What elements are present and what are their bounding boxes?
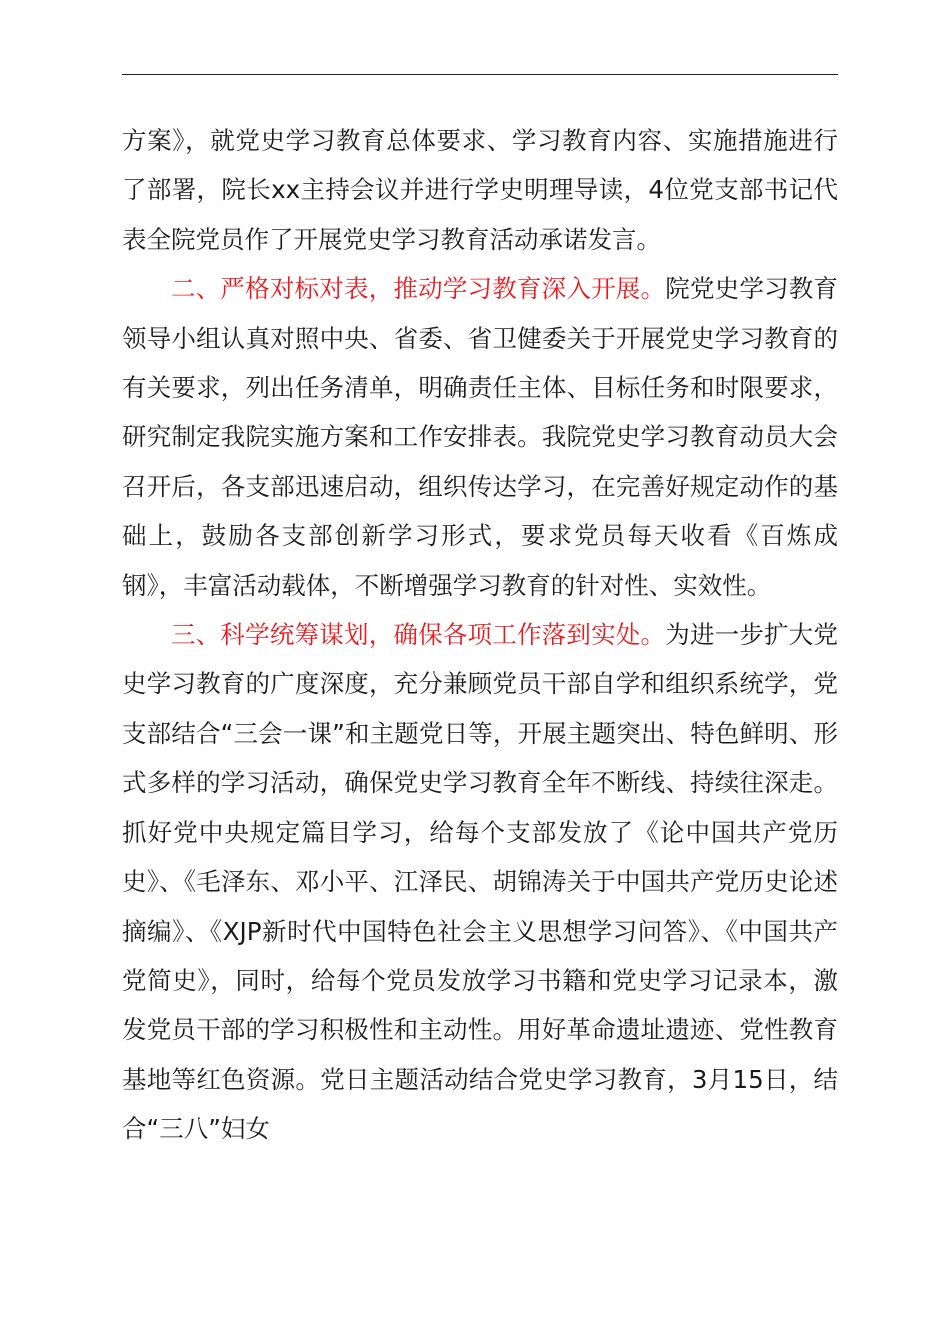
body-text — [122, 116, 838, 1154]
paragraph-section-3 — [122, 610, 838, 1153]
header-rule — [122, 74, 838, 75]
paragraph-section-2 — [122, 264, 838, 610]
paragraph-text: 院党史学习教育领导小组认真对照中央、省委、省卫健委关于开展党史学习教育的有关要求，列出任务清单，明确责任主体、目标任务和时限要求，研究制定我院实施方案和工作安排表。我院党史学习教育动员大会召开后，各支部迅速启动，组织传达学习，在完善好规定动作的基础上，鼓励各支部创新学习形式，要求党员每天收看《百炼成钢》，丰富活动载体，不断增强学习教育的针对性、实效性。 — [122, 274, 839, 600]
paragraph-continuation — [122, 116, 838, 264]
paragraph-text: 方案》，就党史学习教育总体要求、学习教育内容、实施措施进行了部署，院长xx主持会议并进行学史明理导读，4位党支部书记代表全院党员作了开展党史学习教育活动承诺发言。 — [122, 126, 838, 254]
section-heading-2: 二、严格对标对表，推动学习教育深入开展。 — [171, 274, 666, 304]
section-heading-3: 三、科学统筹谋划，确保各项工作落到实处。 — [171, 620, 666, 650]
paragraph-text: 为进一步扩大党史学习教育的广度深度，充分兼顾党员干部自学和组织系统学，党支部结合“三会一课”和主题党日等，开展主题突出、特色鲜明、形式多样的学习活动，确保党史学习教育全年不断线、持续往深走。抓好党中央规定篇目学习，给每个支部发放了《论中国共产党历史》、《毛泽东、邓小平、江泽民、胡锦涛关于中国共产党历史论述摘编》、《XJP新时代中国特色社会主义思想学习问答》、《中国共产党简史》，同时，给每个党员发放学习书籍和党史学习记录本，激发党员干部的学习积极性和主动性。用好革命遗址遗迹、党性教育基地等红色资源。党日主题活动结合党史学习教育，3月15日，结合“三八”妇女 — [122, 620, 839, 1144]
